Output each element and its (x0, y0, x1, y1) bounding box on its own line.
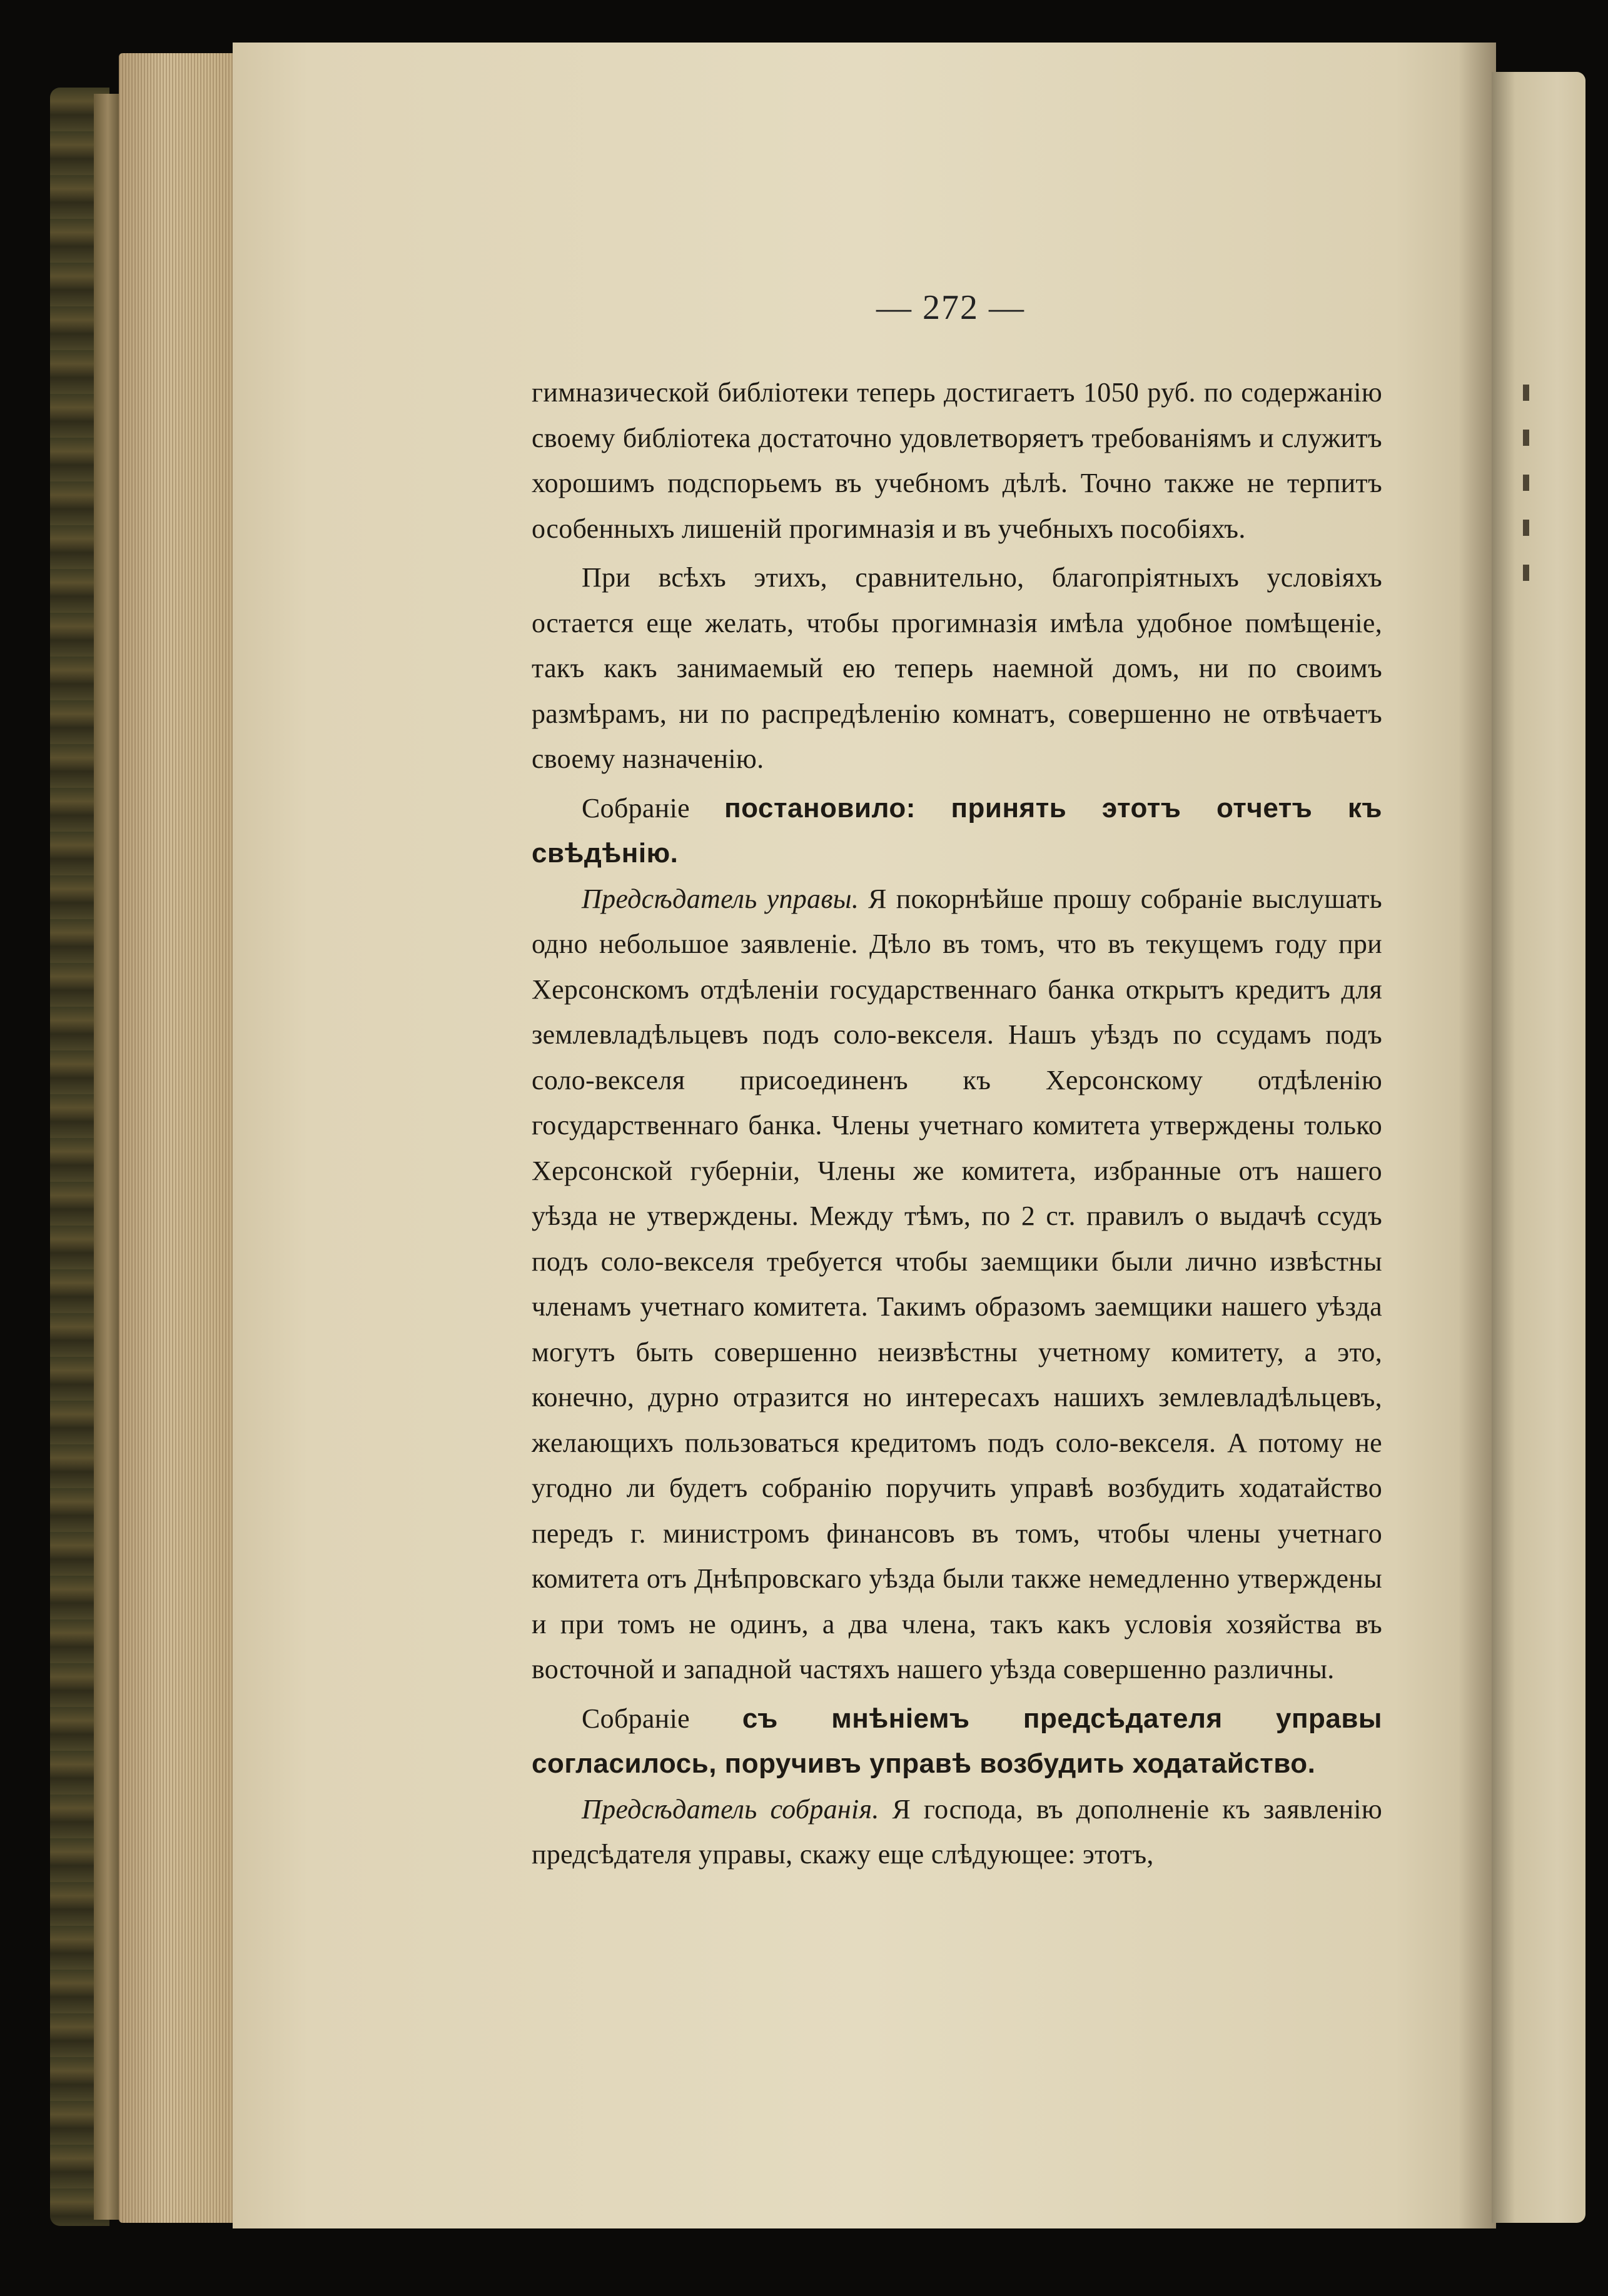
facing-page (1492, 72, 1585, 2223)
binding-edge (94, 94, 122, 2220)
page-edges (119, 53, 238, 2223)
resolution-lead: Собраніе (582, 1703, 742, 1734)
paragraph-continuation: гимназической библіотеки теперь достигаетъ 1050 руб. по содержанію своему библіотека достаточно удовлетворяетъ требованіямъ и служитъ хорошимъ подспорьемъ въ учебномъ дѣлѣ. Точно также не терпитъ особенныхъ лишеній прогимназія и въ учебныхъ пособіяхъ. (532, 377, 1382, 544)
speech-text: Я покорнѣйше прошу собраніе выслушать одно небольшое заявленіе. Дѣло въ томъ, что въ текущемъ году при Херсонскомъ отдѣленіи государственнаго банка открытъ кредитъ для землевладѣльцевъ подъ соло-векселя. Нашъ уѣздъ по ссудамъ подъ соло-векселя присоединенъ къ Херсонскому отдѣленію государственнаго банка. Члены учетнаго комитета утверждены только Херсонской губерніи, Члены же комитета, избранные отъ нашего уѣзда не утверждены. Между тѣмъ, по 2 ст. правилъ о выдачѣ ссудъ подъ соло-векселя требуется чтобы заемщики были лично извѣстны членамъ учетнаго комитета. Такимъ образомъ заемщики нашего уѣзда могутъ быть совершенно неизвѣстны учетному комитету, а это, конечно, дурно отразится но интересахъ нашихъ землевладѣльцевъ, желающихъ пользоваться кредитомъ подъ соло-векселя. А потому не угодно ли будетъ собранію поручить управѣ возбудить ходатайство передъ г. министромъ финансовъ въ томъ, чтобы члены учетнаго комитета отъ Днѣпровскаго уѣзда были также немедленно утверждены и при томъ не одинъ, а два члена, такъ какъ условія хозяйства въ восточной и западной частяхъ нашего уѣзда совершенно различны. (532, 883, 1382, 1684)
resolution-lead: Собраніе (582, 792, 725, 823)
speaker-name: Предсѣдатель управы. (582, 883, 859, 914)
page-body (532, 370, 1382, 1878)
speech-text: Я господа, въ дополненіе къ заявленію предсѣдателя управы, скажу еще слѣдующее: этотъ, (532, 1793, 1383, 1870)
speech-paragraph (532, 1787, 1382, 1878)
resolution-text: съ мнѣніемъ предсѣдателя управы согласилось, поручивъ управѣ возбудить ходатайство. (532, 1703, 1382, 1779)
page-number: — 272 — (876, 288, 1025, 327)
speaker-name: Предсѣдатель собранія. (582, 1793, 879, 1825)
resolution-paragraph (532, 786, 1382, 877)
gutter-shadow (1459, 43, 1496, 2228)
speech-paragraph (532, 877, 1382, 1693)
paragraph: При всѣхъ этихъ, сравнительно, благопріятныхъ условіяхъ остается еще желать, чтобы прогимназія имѣла удобное помѣщеніе, такъ какъ занимаемый ею теперь наемной домъ, ни по своимъ размѣрамъ, ни по распредѣленію комнатъ, совершенно не отвѣчаетъ своему назначенію. (532, 562, 1382, 774)
resolution-text: постановило: принять этотъ отчетъ къ свѣдѣнію. (532, 792, 1383, 869)
resolution-paragraph (532, 1696, 1382, 1787)
facing-page-text-fragments (1523, 385, 1573, 610)
